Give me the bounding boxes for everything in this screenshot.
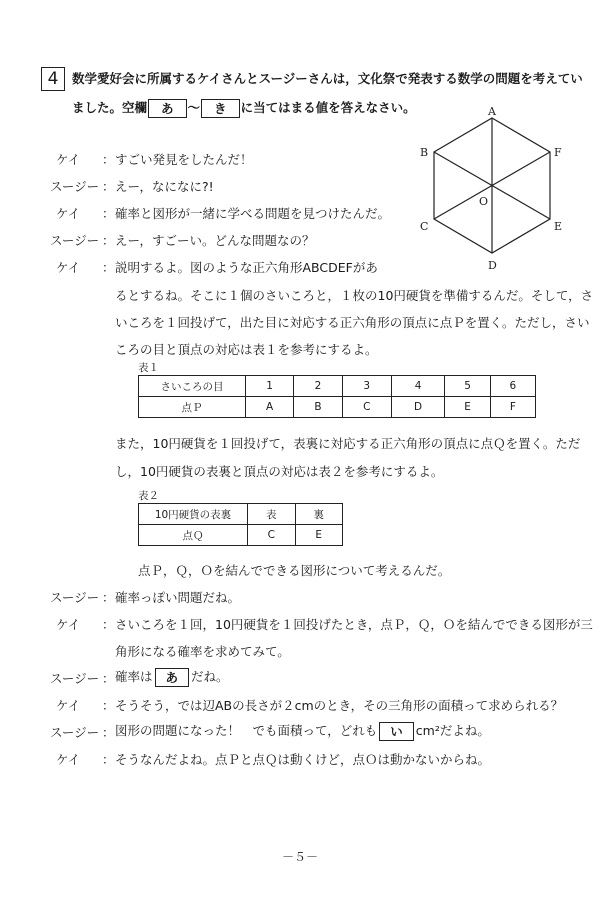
- blank-box-ki: き: [201, 99, 240, 118]
- speaker-kei: ケイ: [56, 698, 81, 713]
- dialogue-line-5-cont-2: いころを１回投げて，出た目に対応する正六角形の頂点に点Ｐを置く。ただし，さい: [115, 315, 590, 330]
- speaker-suzy: スージー: [50, 725, 100, 740]
- table-cell: さいころの目: [139, 376, 246, 397]
- colon: ：: [102, 179, 115, 194]
- dialogue-line-8: [115, 667, 229, 687]
- colon: ：: [102, 671, 115, 686]
- colon: ：: [102, 152, 115, 167]
- vertex-label-a: A: [488, 105, 496, 118]
- dialogue-text: cm²だよね。: [415, 723, 490, 738]
- table-cell: B: [294, 397, 342, 418]
- table-cell: 4: [391, 376, 445, 397]
- table-row: [139, 525, 343, 546]
- speaker-suzy: スージー: [50, 671, 100, 686]
- table-cell: D: [391, 397, 445, 418]
- table-cell: E: [295, 525, 343, 546]
- colon: ：: [102, 206, 115, 221]
- dialogue-line-11: そうなんだよね。点Ｐと点Ｑは動くけど，点Ｏは動かないからね。: [115, 752, 491, 767]
- speaker-suzy: スージー: [50, 179, 100, 194]
- vertex-label-d: D: [488, 259, 497, 272]
- colon: ：: [102, 617, 115, 632]
- dialogue-line-6: 確率っぽい問題だね。: [115, 590, 241, 605]
- speaker-kei: ケイ: [56, 152, 81, 167]
- blank-box-i: い: [379, 722, 414, 741]
- dialogue-line-2: えー，なになに?!: [115, 179, 214, 194]
- colon: ：: [102, 260, 115, 275]
- middle-text-1: また，10円硬貨を１回投げて，表裏に対応する正六角形の頂点に点Ｑを置く。ただ: [115, 436, 581, 451]
- dialogue-text: 図形の問題になった！ でも面積って，どれも: [115, 723, 378, 738]
- intro-text-b: に当てはまる値を答えなさい。: [240, 100, 416, 115]
- intro-text-a: ました。空欄: [72, 100, 148, 115]
- table-row: [139, 504, 343, 525]
- table-cell: 1: [246, 376, 294, 397]
- dialogue-line-7-cont: 角形になる確率を求めてみて。: [115, 644, 290, 659]
- table-cell: 点Ｑ: [139, 525, 248, 546]
- speaker-suzy: スージー: [50, 590, 100, 605]
- colon: ：: [102, 725, 115, 740]
- speaker-kei: ケイ: [56, 260, 81, 275]
- table-cell: 10円硬貨の表裏: [139, 504, 248, 525]
- dialogue-line-5-cont-1: るとするね。そこに１個のさいころと，１枚の10円硬貨を準備するんだ。そして，さ: [115, 288, 594, 303]
- table-cell: 5: [445, 376, 490, 397]
- colon: ：: [102, 590, 115, 605]
- dialogue-text: だね。: [191, 669, 229, 684]
- table-1: [138, 375, 536, 418]
- page-number: －５－: [281, 850, 318, 864]
- intro-tilde: 〜: [187, 100, 201, 115]
- table-cell: 2: [294, 376, 342, 397]
- table-cell: C: [342, 397, 391, 418]
- dialogue-line-5: 説明するよ。図のような正六角形ABCDEFがあ: [115, 260, 378, 275]
- table-cell: 点Ｐ: [139, 397, 246, 418]
- table-cell: 裏: [295, 504, 343, 525]
- colon: ：: [102, 752, 115, 767]
- blank-box-a: あ: [155, 668, 190, 687]
- table-cell: 3: [342, 376, 391, 397]
- dialogue-line-9: そうそう，では辺ABの長さが２cmのとき，その三角形の面積って求められる？: [115, 698, 564, 713]
- dialogue-line-3: 確率と図形が一緒に学べる問題を見つけたんだ。: [115, 206, 391, 221]
- speaker-kei: ケイ: [56, 206, 81, 221]
- hexagon-figure: [412, 105, 572, 275]
- colon: ：: [102, 698, 115, 713]
- table-1-label: 表１: [138, 362, 159, 374]
- speaker-suzy: スージー: [50, 233, 100, 248]
- colon: ：: [102, 233, 115, 248]
- blank-box-a: あ: [148, 99, 187, 118]
- table-cell: C: [248, 525, 296, 546]
- table-2-label: 表２: [138, 490, 159, 502]
- vertex-label-f: F: [554, 146, 562, 159]
- table-cell: F: [490, 397, 535, 418]
- middle-text-3: 点Ｐ，Ｑ，Ｏを結んでできる図形について考えるんだ。: [138, 563, 451, 578]
- speaker-kei: ケイ: [56, 617, 81, 632]
- dialogue-line-10: [115, 721, 490, 741]
- dialogue-text: 確率は: [115, 669, 153, 684]
- center-label-o: O: [479, 195, 489, 208]
- vertex-label-e: E: [554, 220, 563, 233]
- dialogue-line-5-cont-3: ころの目と頂点の対応は表１を参考にするよ。: [115, 342, 378, 357]
- table-row: [139, 397, 536, 418]
- table-row: [139, 376, 536, 397]
- question-number: 4: [41, 67, 65, 91]
- middle-text-2: し，10円硬貨の表裏と頂点の対応は表２を参考にするよ。: [115, 464, 444, 479]
- speaker-kei: ケイ: [56, 752, 81, 767]
- table-cell: A: [246, 397, 294, 418]
- dialogue-line-7: さいころを１回，10円硬貨を１回投げたとき，点Ｐ，Ｑ，Ｏを結んでできる図形が三: [115, 617, 593, 632]
- intro-line-1: 数学愛好会に所属するケイさんとスージーさんは，文化祭で発表する数学の問題を考えてい: [72, 71, 583, 86]
- table-cell: 表: [248, 504, 296, 525]
- intro-line-2: [72, 98, 416, 118]
- vertex-label-b: B: [420, 146, 429, 159]
- table-cell: E: [445, 397, 490, 418]
- vertex-label-c: C: [420, 220, 429, 233]
- dialogue-line-1: すごい発見をしたんだ！: [115, 152, 253, 167]
- table-2: [138, 503, 343, 546]
- dialogue-line-4: えー，すごーい。どんな問題なの？: [115, 233, 315, 248]
- table-cell: 6: [490, 376, 535, 397]
